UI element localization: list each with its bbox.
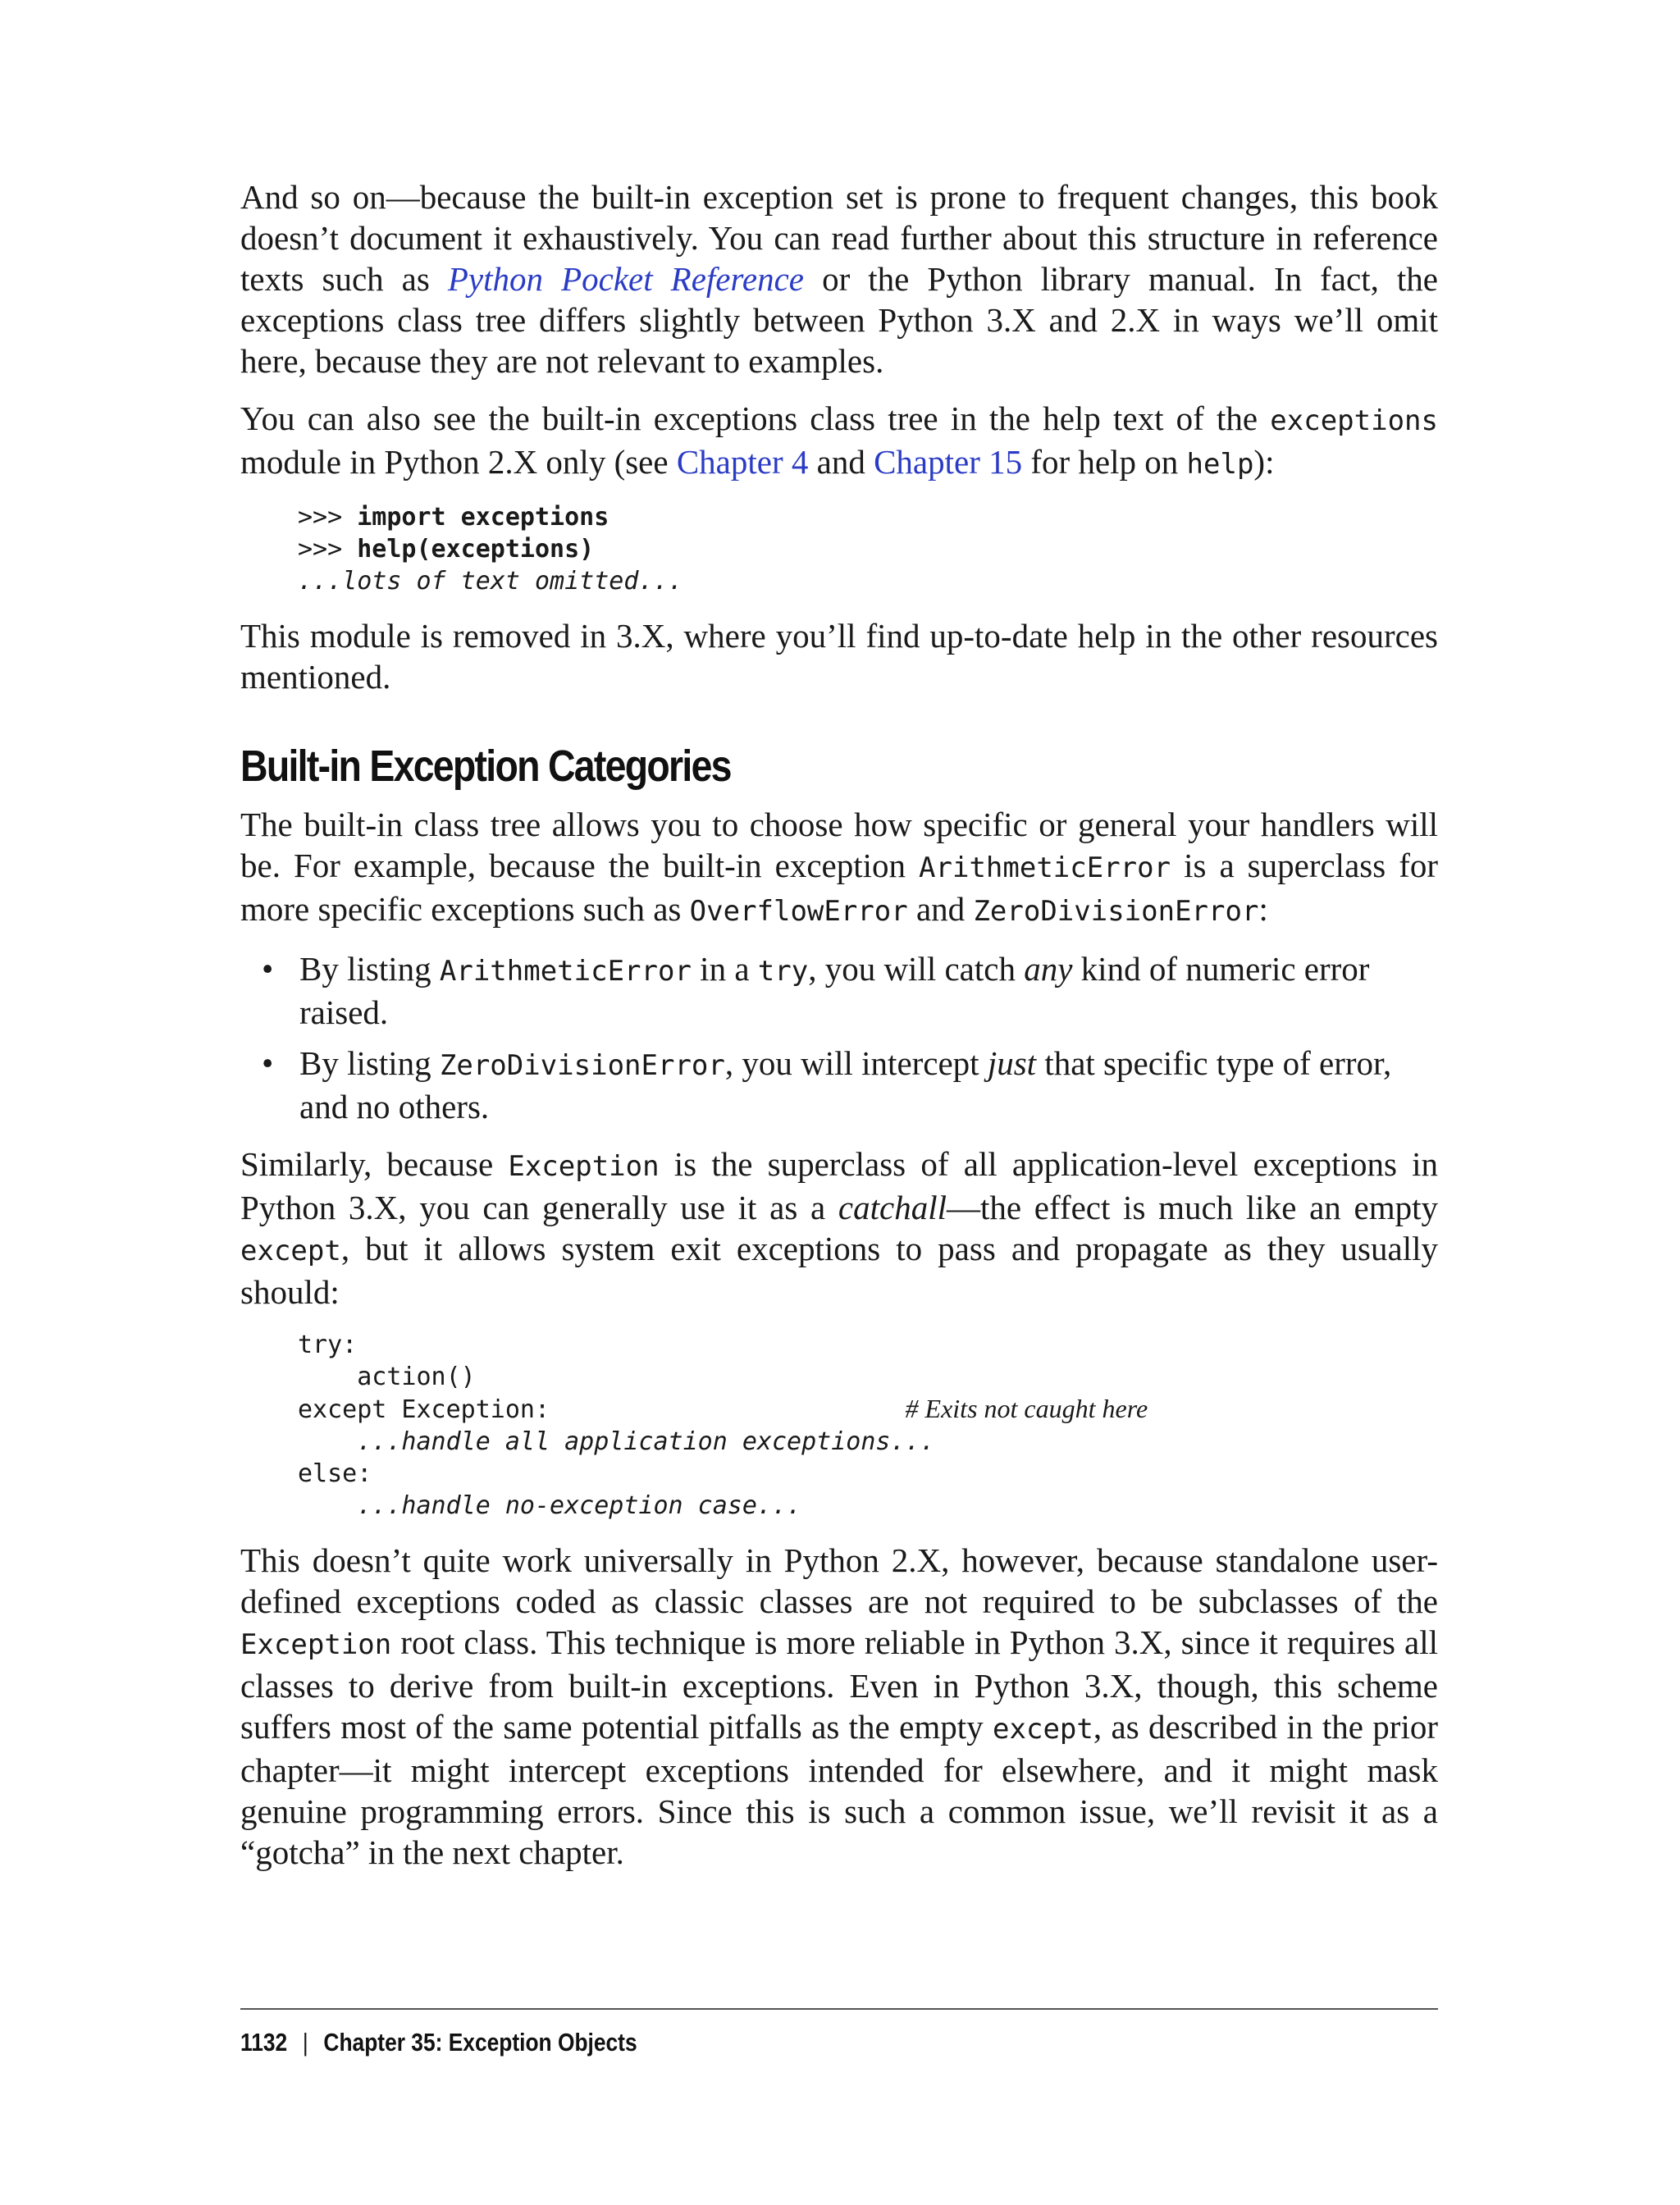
inline-code: ZeroDivisionError — [973, 895, 1259, 928]
paragraph-module-removed: This module is removed in 3.X, where you’ll find up-to-date help in the other resources mentioned. — [240, 617, 1438, 696]
inline-code: Exception — [508, 1150, 660, 1183]
bullet-list — [240, 948, 1438, 1127]
code-comment: # Exits not caught here — [905, 1394, 1148, 1423]
paragraph-intro: And so on—because the built-in exception set is prone to frequent changes, this book doesn’t document it exhaustively. You can read further about this structure in reference texts such as Python Pocket Reference or the Python library manual. In fact, the exceptions class tree differs slightly between Python 3.X and 2.X in ways we’ll omit here, because they are not relevant to examples. — [240, 178, 1438, 380]
paragraph-python2-caveat: This doesn’t quite work universally in Python 2.X, however, because standalone user-defined exceptions coded as classic classes are not required to be subclasses of the Exception root class. This technique is more reliable in Python 3.X, since it requires all classes to derive from built-in exceptions. Even in Python 3.X, though, this scheme suffers most of the same potential pitfalls as the empty except, as described in the prior chapter—it might intercept exceptions intended for elsewhere, and it might mask genuine programming errors. Since this is such a common issue, we’ll revisit it as a “gotcha” in the next chapter. — [240, 1541, 1438, 1871]
python-pocket-reference-link[interactable]: Python Pocket Reference — [447, 260, 805, 298]
page-number: 1132 — [240, 2028, 288, 2057]
code-block-try-except: try: action() except Exception: # Exits not caught here ...handle all application exceptions... else: ...handle no-exception case... — [298, 1331, 1148, 1520]
inline-code: ArithmeticError — [439, 955, 692, 988]
chapter-title: Chapter 35: Exception Objects — [323, 2028, 637, 2057]
inline-code: except — [993, 1713, 1093, 1746]
section-heading: Built-in Exception Categories — [240, 742, 731, 791]
inline-code: help — [1186, 448, 1254, 481]
chapter-4-link[interactable]: Chapter 4 — [676, 443, 809, 481]
footer-separator: | — [302, 2028, 308, 2057]
inline-code: OverflowError — [689, 895, 908, 928]
inline-code: except — [240, 1235, 341, 1267]
paragraph-exceptions-module: You can also see the built-in exceptions class tree in the help text of the exceptions module in Python 2.X only (see Chapter 4 and Chapter 15 for help on help): — [240, 399, 1438, 481]
paragraph-class-tree: The built-in class tree allows you to choose how specific or general your handlers will be. For example, because the built-in exception ArithmeticError is a superclass for more specific exceptions such as OverflowError and ZeroDivisionError: — [240, 806, 1438, 928]
inline-code: ArithmeticError — [919, 851, 1171, 884]
footer-text — [240, 2028, 1258, 2057]
inline-code: exceptions — [1270, 404, 1438, 437]
inline-code: try — [757, 955, 809, 988]
inline-code: ZeroDivisionError — [439, 1049, 725, 1082]
inline-code: Exception — [240, 1628, 392, 1661]
code-block-help: >>> import exceptions >>> help(exceptions) ...lots of text omitted... — [298, 503, 683, 596]
list-item: • By listing ZeroDivisionError, you will intercept just that specific type of error, and no others. — [240, 1043, 1438, 1127]
page-body — [240, 176, 1438, 1889]
list-item: • By listing ArithmeticError in a try, you will catch any kind of numeric error raised. — [240, 948, 1438, 1033]
chapter-15-link[interactable]: Chapter 15 — [874, 443, 1023, 481]
paragraph-catchall: Similarly, because Exception is the superclass of all application-level exceptions in Python 3.X, you can generally use it as a catchall—the effect is much like an empty except, but it allows system exit exceptions to pass and propagate as they usually should: — [240, 1145, 1439, 1311]
page-footer — [240, 2008, 1438, 2057]
